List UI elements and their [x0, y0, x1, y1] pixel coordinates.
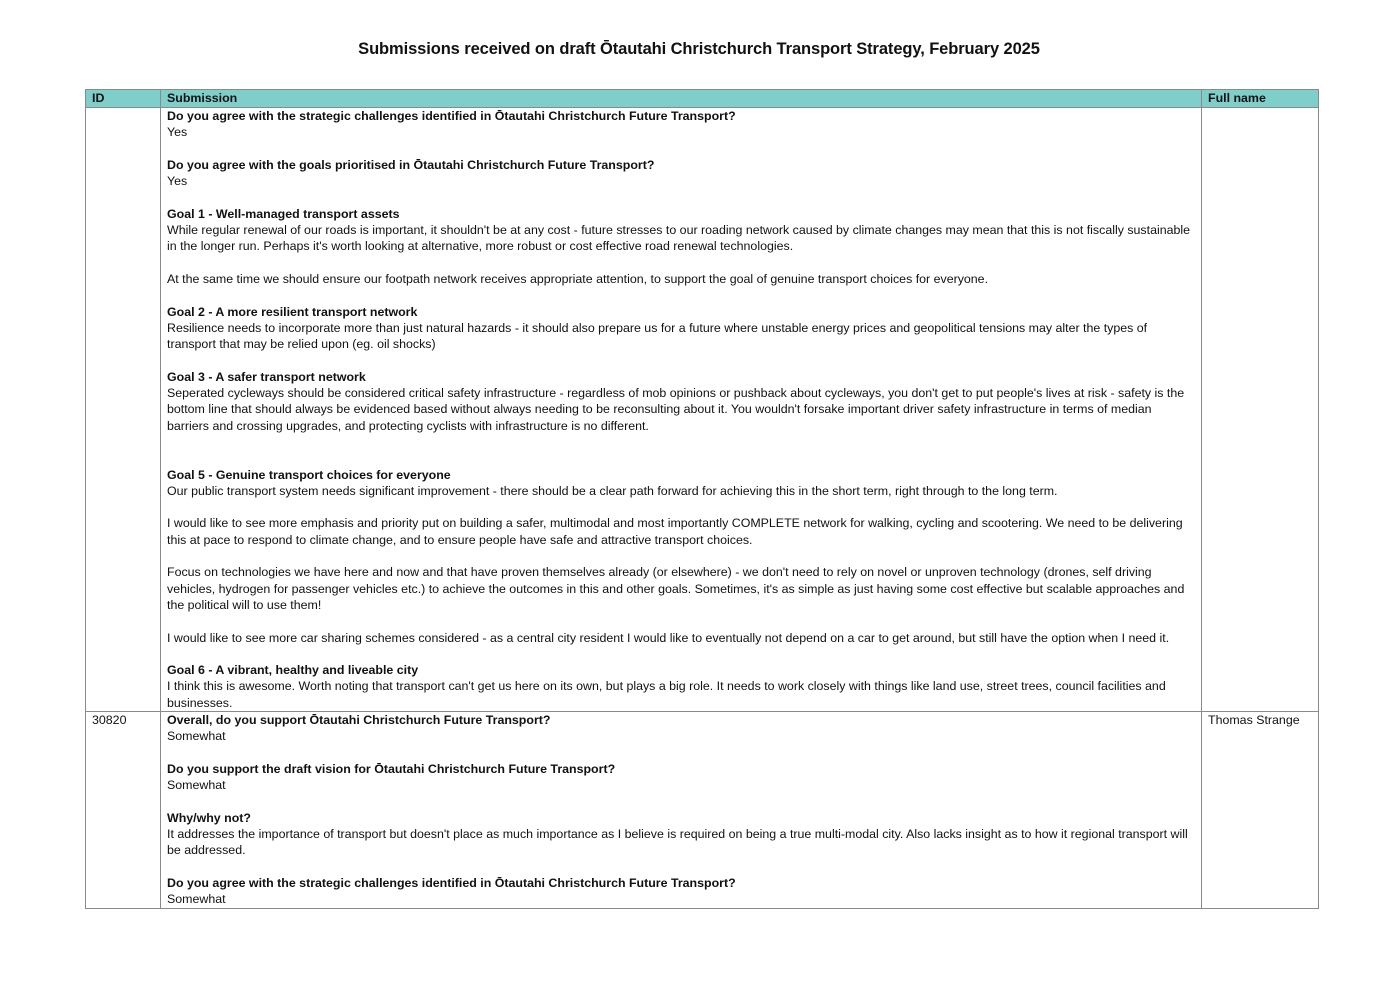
header-full-name: Full name	[1202, 90, 1319, 108]
table-row	[86, 108, 1319, 712]
answer: Somewhat	[167, 778, 226, 793]
question: Overall, do you support Ōtautahi Christchurch Future Transport?	[167, 712, 551, 727]
question: Do you support the draft vision for Ōtautahi Christchurch Future Transport?	[167, 761, 616, 776]
header-id: ID	[86, 90, 161, 108]
cell-full-name: Thomas Strange	[1202, 711, 1319, 908]
answer: Resilience needs to incorporate more than just natural hazards - it should also prepare us for a future where unstable energy prices and geopolitical tensions may alter the types of transport that may be relied upon (eg. oil shocks)	[167, 320, 1148, 352]
goal-heading: Goal 5 - Genuine transport choices for everyone	[167, 467, 451, 482]
page-title: Submissions received on draft Ōtautahi Christchurch Transport Strategy, February 2025	[358, 40, 1040, 58]
answer: Somewhat	[167, 892, 226, 907]
goal-heading: Goal 6 - A vibrant, healthy and liveable city	[167, 663, 419, 678]
submissions-table	[85, 89, 1319, 909]
answer: Focus on technologies we have here and now and that have proven themselves already (or elsewhere) - we don't need to rely on novel or unproven technology (drones, self driving vehicles, hydrogen for passenger vehicles etc.) to achieve the outcomes in this and other goals. Sometimes, it's as simple as just having some cost effective but scalable approaches and the political will to use them!	[167, 565, 1185, 612]
goal-heading: Goal 2 - A more resilient transport network	[167, 304, 418, 319]
question: Do you agree with the strategic challenges identified in Ōtautahi Christchurch Future Transport?	[167, 109, 736, 123]
goal-heading: Goal 1 - Well-managed transport assets	[167, 206, 400, 221]
answer: I would like to see more car sharing schemes considered - as a central city resident I would like to eventually not depend on a car to get around, but still have the option when I need it.	[167, 630, 1170, 645]
cell-id: 30820	[86, 711, 161, 908]
answer: While regular renewal of our roads is important, it shouldn't be at any cost - future stresses to our roading network caused by climate changes may mean that this is not fiscally sustainable in the longer run. Perhaps it's worth looking at alternative, more robust or cost effective road renewal technologies.	[167, 223, 1191, 254]
answer: It addresses the importance of transport but doesn't place as much importance as I believe is required on being a true multi-modal city. Also lacks insight as to how it regional transport will be addressed.	[167, 827, 1188, 858]
question: Why/why not?	[167, 810, 251, 825]
table-row	[86, 711, 1319, 908]
answer: Somewhat	[167, 729, 226, 744]
question: Do you agree with the goals prioritised in Ōtautahi Christchurch Future Transport?	[167, 157, 655, 172]
cell-id	[86, 108, 161, 712]
answer: Yes	[167, 174, 188, 189]
answer: I think this is awesome. Worth noting that transport can't get us here on its own, but plays a big role. It needs to work closely with things like land use, street trees, council facilities and businesses.	[167, 679, 1166, 710]
answer: Our public transport system needs significant improvement - there should be a clear path forward for achieving this in the short term, right through to the long term.	[167, 483, 1058, 498]
answer: At the same time we should ensure our footpath network receives appropriate attention, to support the goal of genuine transport choices for everyone.	[167, 271, 989, 286]
table-header-row	[86, 90, 1319, 108]
question: Do you agree with the strategic challenges identified in Ōtautahi Christchurch Future Transport?	[167, 875, 736, 890]
cell-submission	[161, 711, 1202, 908]
answer: Seperated cycleways should be considered critical safety infrastructure - regardless of mob opinions or pushback about cycleways, you don't get to put people's lives at risk - safety is the bottom line that should always be evidenced based without always needing to be reconsulting about it. You wouldn't forsake important driver safety infrastructure in terms of median barriers and crossing upgrades, and protecting cyclists with infrastructure is no different.	[167, 386, 1185, 433]
answer: Yes	[167, 125, 188, 140]
answer: I would like to see more emphasis and priority put on building a safer, multimodal and most importantly COMPLETE network for walking, cycling and scootering. We need to be delivering this at pace to respond to climate change, and to ensure people have safe and attractive transport choices.	[167, 516, 1183, 547]
goal-heading: Goal 3 - A safer transport network	[167, 369, 366, 384]
cell-submission	[161, 108, 1202, 712]
header-submission: Submission	[161, 90, 1202, 108]
cell-full-name	[1202, 108, 1319, 712]
